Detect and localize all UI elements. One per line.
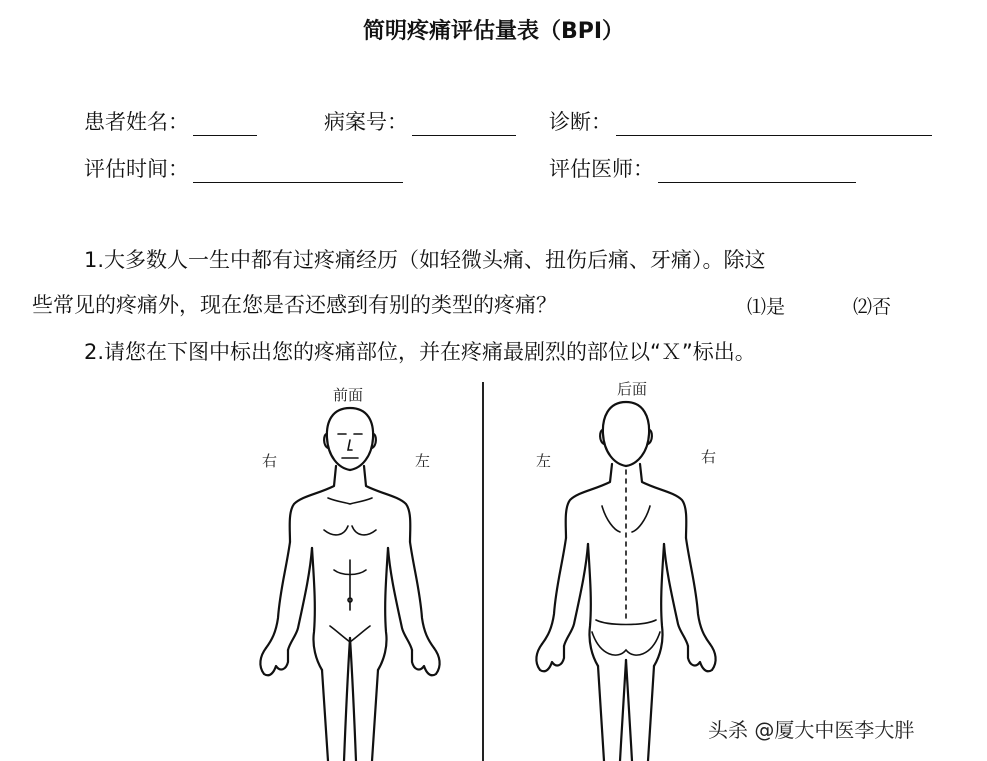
back-view-label: 后面 [617,380,648,398]
patient-name-blank[interactable] [193,111,257,136]
back-left-label: 左 [536,452,552,470]
patient-name-label: 患者姓名： [84,110,189,134]
body-diagram[interactable] [230,370,750,761]
page-title: 简明疼痛评估量表（BPI） [362,19,625,44]
option-no[interactable]: ⑵否 [853,296,892,318]
assess-doctor-field [549,153,856,183]
watermark-text: 头杀 @厦大中医李大胖 [708,718,915,742]
diagnosis-field [549,106,932,136]
front-body-details [324,434,376,642]
diagnosis-label: 诊断： [549,110,612,134]
back-right-label: 右 [701,448,717,466]
assess-time-label: 评估时间： [84,157,189,181]
case-number-label: 病案号： [324,110,408,134]
back-body-details [592,470,660,655]
front-view-label: 前面 [333,386,364,404]
question-1-line-2: 些常见的疼痛外，现在您是否还感到有别的类型的疼痛？ [32,293,557,317]
assess-time-blank[interactable] [193,158,403,183]
case-number-field [324,106,516,136]
assess-doctor-label: 评估医师： [549,157,654,181]
question-2-text: 2.请您在下图中标出您的疼痛部位，并在疼痛最剧烈的部位以“Ｘ”标出。 [84,340,756,364]
option-yes[interactable]: ⑴是 [747,296,786,318]
question-1-line-1: 1.大多数人一生中都有过疼痛经历（如轻微头痛、扭伤后痛、牙痛）。除这 [84,248,766,272]
front-right-label: 右 [262,452,278,470]
assess-doctor-blank[interactable] [658,158,856,183]
assess-time-field [84,153,403,183]
front-left-label: 左 [415,452,431,470]
patient-name-field [84,106,257,136]
diagnosis-blank[interactable] [616,111,932,136]
case-number-blank[interactable] [412,111,516,136]
